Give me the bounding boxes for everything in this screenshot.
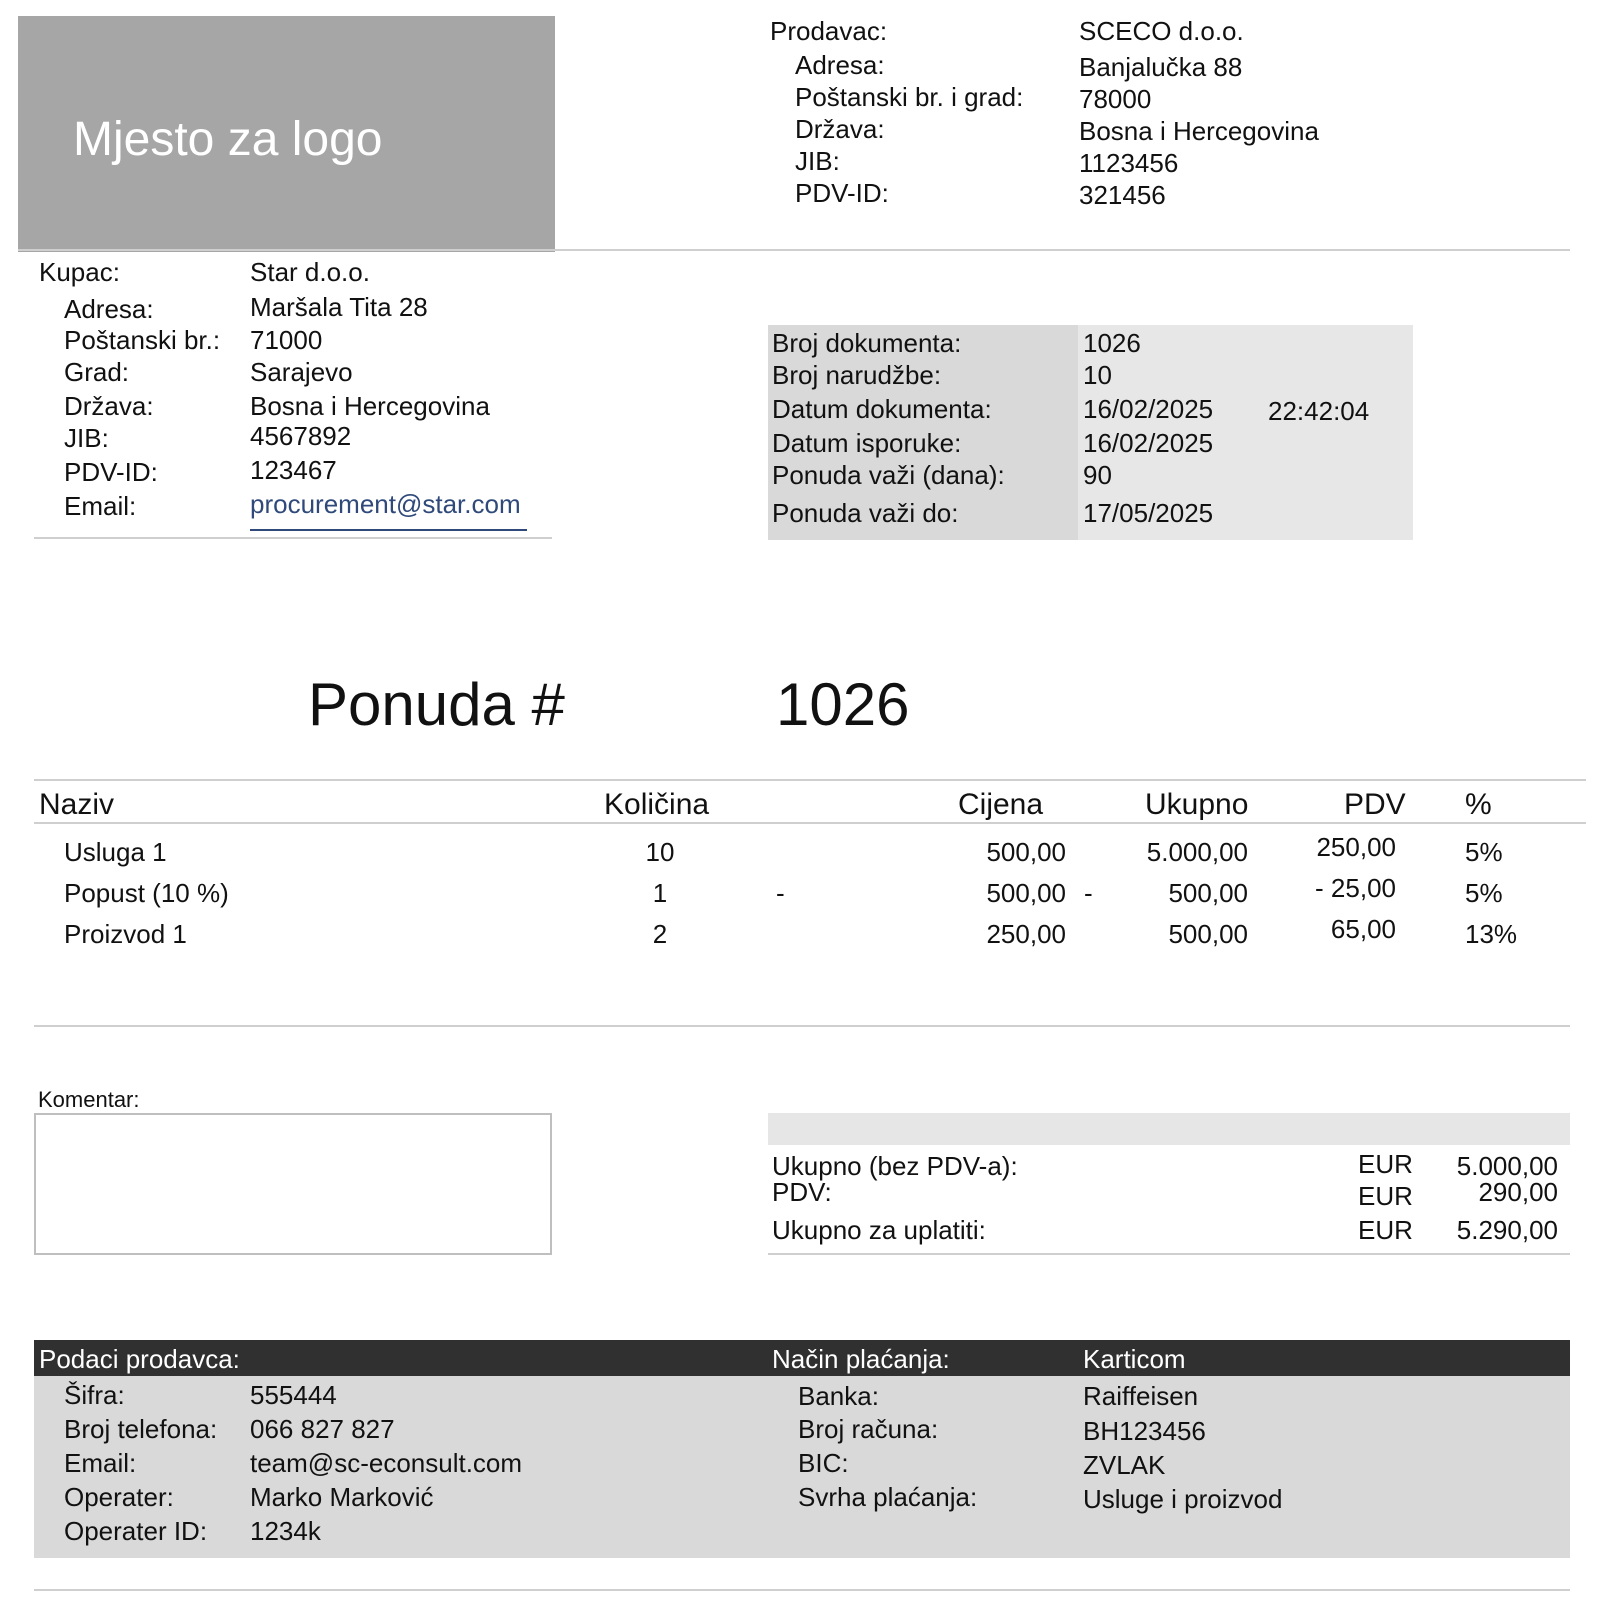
buyer-divider <box>34 537 552 539</box>
seller-address-label: Adresa: <box>795 50 885 80</box>
item-vat: 65,00 <box>1330 914 1396 944</box>
col-header-total: Ukupno <box>1145 788 1249 821</box>
account-number-label: Broj računa: <box>798 1414 939 1444</box>
item-price: 250,00 <box>986 919 1066 949</box>
buyer-name: Star d.o.o. <box>250 257 370 287</box>
vat-total-currency: EUR <box>1358 1181 1413 1211</box>
buyer-pdv-label: PDV-ID: <box>64 457 158 487</box>
buyer-address-label: Adresa: <box>64 294 154 324</box>
header-divider <box>18 249 1570 251</box>
seller-phone-label: Broj telefona: <box>64 1414 218 1444</box>
item-price: 500,00 <box>986 878 1066 908</box>
seller-address: Banjalučka 88 <box>1079 52 1243 82</box>
seller-code-label: Šifra: <box>64 1380 125 1410</box>
table-bottom-divider <box>34 1025 1570 1027</box>
buyer-jib-label: JIB: <box>64 423 109 453</box>
doc-date: 16/02/2025 <box>1083 394 1214 424</box>
buyer-country: Bosna i Hercegovina <box>250 391 490 421</box>
subtotal-currency: EUR <box>1358 1149 1413 1179</box>
bank: Raiffeisen <box>1083 1381 1199 1411</box>
item-vat-pct: 13% <box>1465 919 1518 949</box>
doc-time: 22:42:04 <box>1268 396 1370 426</box>
buyer-email-link[interactable]: procurement@star.com <box>250 489 521 519</box>
account-number: BH123456 <box>1083 1416 1206 1446</box>
payment-method-label: Način plaćanja: <box>772 1344 950 1374</box>
item-vat: - 25,00 <box>1315 873 1396 903</box>
table-header-divider <box>34 822 1586 824</box>
delivery-date-label: Datum isporuke: <box>772 428 962 458</box>
seller-jib-label: JIB: <box>795 146 840 176</box>
buyer-city: Sarajevo <box>250 357 353 387</box>
seller-details-heading: Podaci prodavca: <box>39 1344 240 1374</box>
operator-id: 1234k <box>250 1516 321 1546</box>
valid-until-label: Ponuda važi do: <box>772 498 959 528</box>
doc-date-label: Datum dokumenta: <box>772 394 992 424</box>
payment-purpose: Usluge i proizvod <box>1083 1484 1283 1514</box>
item-price-sign: - <box>776 878 785 908</box>
valid-days-label: Ponuda važi (dana): <box>772 460 1005 490</box>
col-header-vat: PDV <box>1344 788 1406 821</box>
seller-pdv-label: PDV-ID: <box>795 178 889 208</box>
totals-header-band <box>768 1113 1570 1145</box>
grand-total-value: 5.290,00 <box>1456 1215 1558 1245</box>
seller-email: team@sc-econsult.com <box>250 1448 523 1478</box>
buyer-jib: 4567892 <box>250 421 352 451</box>
payment-method: Karticom <box>1083 1344 1186 1374</box>
item-name: Popust (10 %) <box>64 878 229 908</box>
item-name: Usluga 1 <box>64 837 167 867</box>
item-qty: 10 <box>645 837 675 867</box>
seller-postal-label: Poštanski br. i grad: <box>795 82 1024 112</box>
totals-divider <box>768 1253 1570 1255</box>
seller-country-label: Država: <box>795 114 885 144</box>
table-top-divider <box>34 779 1586 781</box>
buyer-postal-label: Poštanski br.: <box>64 325 221 355</box>
item-vat-pct: 5% <box>1465 878 1503 908</box>
col-header-pct: % <box>1465 788 1492 821</box>
buyer-postal: 71000 <box>250 325 323 355</box>
seller-pdv: 321456 <box>1079 180 1166 210</box>
seller-code: 555444 <box>250 1380 337 1410</box>
order-number-label: Broj narudžbe: <box>772 360 942 390</box>
grand-total-currency: EUR <box>1358 1215 1413 1245</box>
item-total: 500,00 <box>1168 919 1248 949</box>
bank-label: Banka: <box>798 1381 879 1411</box>
grand-total-label: Ukupno za uplatiti: <box>772 1215 986 1245</box>
valid-until: 17/05/2025 <box>1083 498 1214 528</box>
comment-box[interactable] <box>34 1113 552 1255</box>
payment-purpose-label: Svrha plaćanja: <box>798 1482 978 1512</box>
item-price: 500,00 <box>986 837 1066 867</box>
buyer-label: Kupac: <box>39 257 120 287</box>
item-name: Proizvod 1 <box>64 919 187 949</box>
item-total-sign: - <box>1084 878 1093 908</box>
item-vat-pct: 5% <box>1465 837 1503 867</box>
valid-days: 90 <box>1083 460 1112 490</box>
col-header-price: Cijena <box>958 788 1044 821</box>
bic-label: BIC: <box>798 1448 849 1478</box>
seller-phone: 066 827 827 <box>250 1414 395 1444</box>
subtotal-label: Ukupno (bez PDV-a): <box>772 1151 1018 1181</box>
footer-bottom-divider <box>34 1589 1570 1591</box>
vat-total-value: 290,00 <box>1478 1177 1558 1207</box>
buyer-pdv: 123467 <box>250 455 337 485</box>
seller-name: SCECO d.o.o. <box>1079 16 1244 46</box>
order-number: 10 <box>1083 360 1112 390</box>
buyer-city-label: Grad: <box>64 357 130 387</box>
buyer-email-underline <box>250 529 527 531</box>
document-title-number: 1026 <box>776 671 910 738</box>
buyer-address: Maršala Tita 28 <box>250 292 428 322</box>
delivery-date: 16/02/2025 <box>1083 428 1214 458</box>
seller-label: Prodavac: <box>770 16 888 46</box>
seller-country: Bosna i Hercegovina <box>1079 116 1319 146</box>
operator: Marko Marković <box>250 1482 434 1512</box>
doc-number-label: Broj dokumenta: <box>772 328 962 358</box>
item-vat: 250,00 <box>1316 832 1396 862</box>
item-qty: 2 <box>652 919 668 949</box>
logo-placeholder <box>18 16 555 252</box>
operator-label: Operater: <box>64 1482 174 1512</box>
doc-number: 1026 <box>1083 328 1141 358</box>
col-header-qty: Količina <box>604 788 710 821</box>
seller-jib: 1123456 <box>1079 148 1179 178</box>
seller-postal: 78000 <box>1079 84 1152 114</box>
logo-placeholder-text: Mjesto za logo <box>73 113 383 166</box>
item-total: 500,00 <box>1168 878 1248 908</box>
vat-total-label: PDV: <box>772 1177 832 1207</box>
bic: ZVLAK <box>1083 1450 1166 1480</box>
comment-label: Komentar: <box>38 1087 140 1112</box>
buyer-email-label: Email: <box>64 491 137 521</box>
seller-email-label: Email: <box>64 1448 137 1478</box>
operator-id-label: Operater ID: <box>64 1516 208 1546</box>
item-qty: 1 <box>652 878 668 908</box>
col-header-name: Naziv <box>39 788 115 821</box>
buyer-country-label: Država: <box>64 391 154 421</box>
subtotal-value: 5.000,00 <box>1456 1151 1558 1181</box>
item-total: 5.000,00 <box>1146 837 1248 867</box>
document-title: Ponuda # <box>308 671 565 738</box>
